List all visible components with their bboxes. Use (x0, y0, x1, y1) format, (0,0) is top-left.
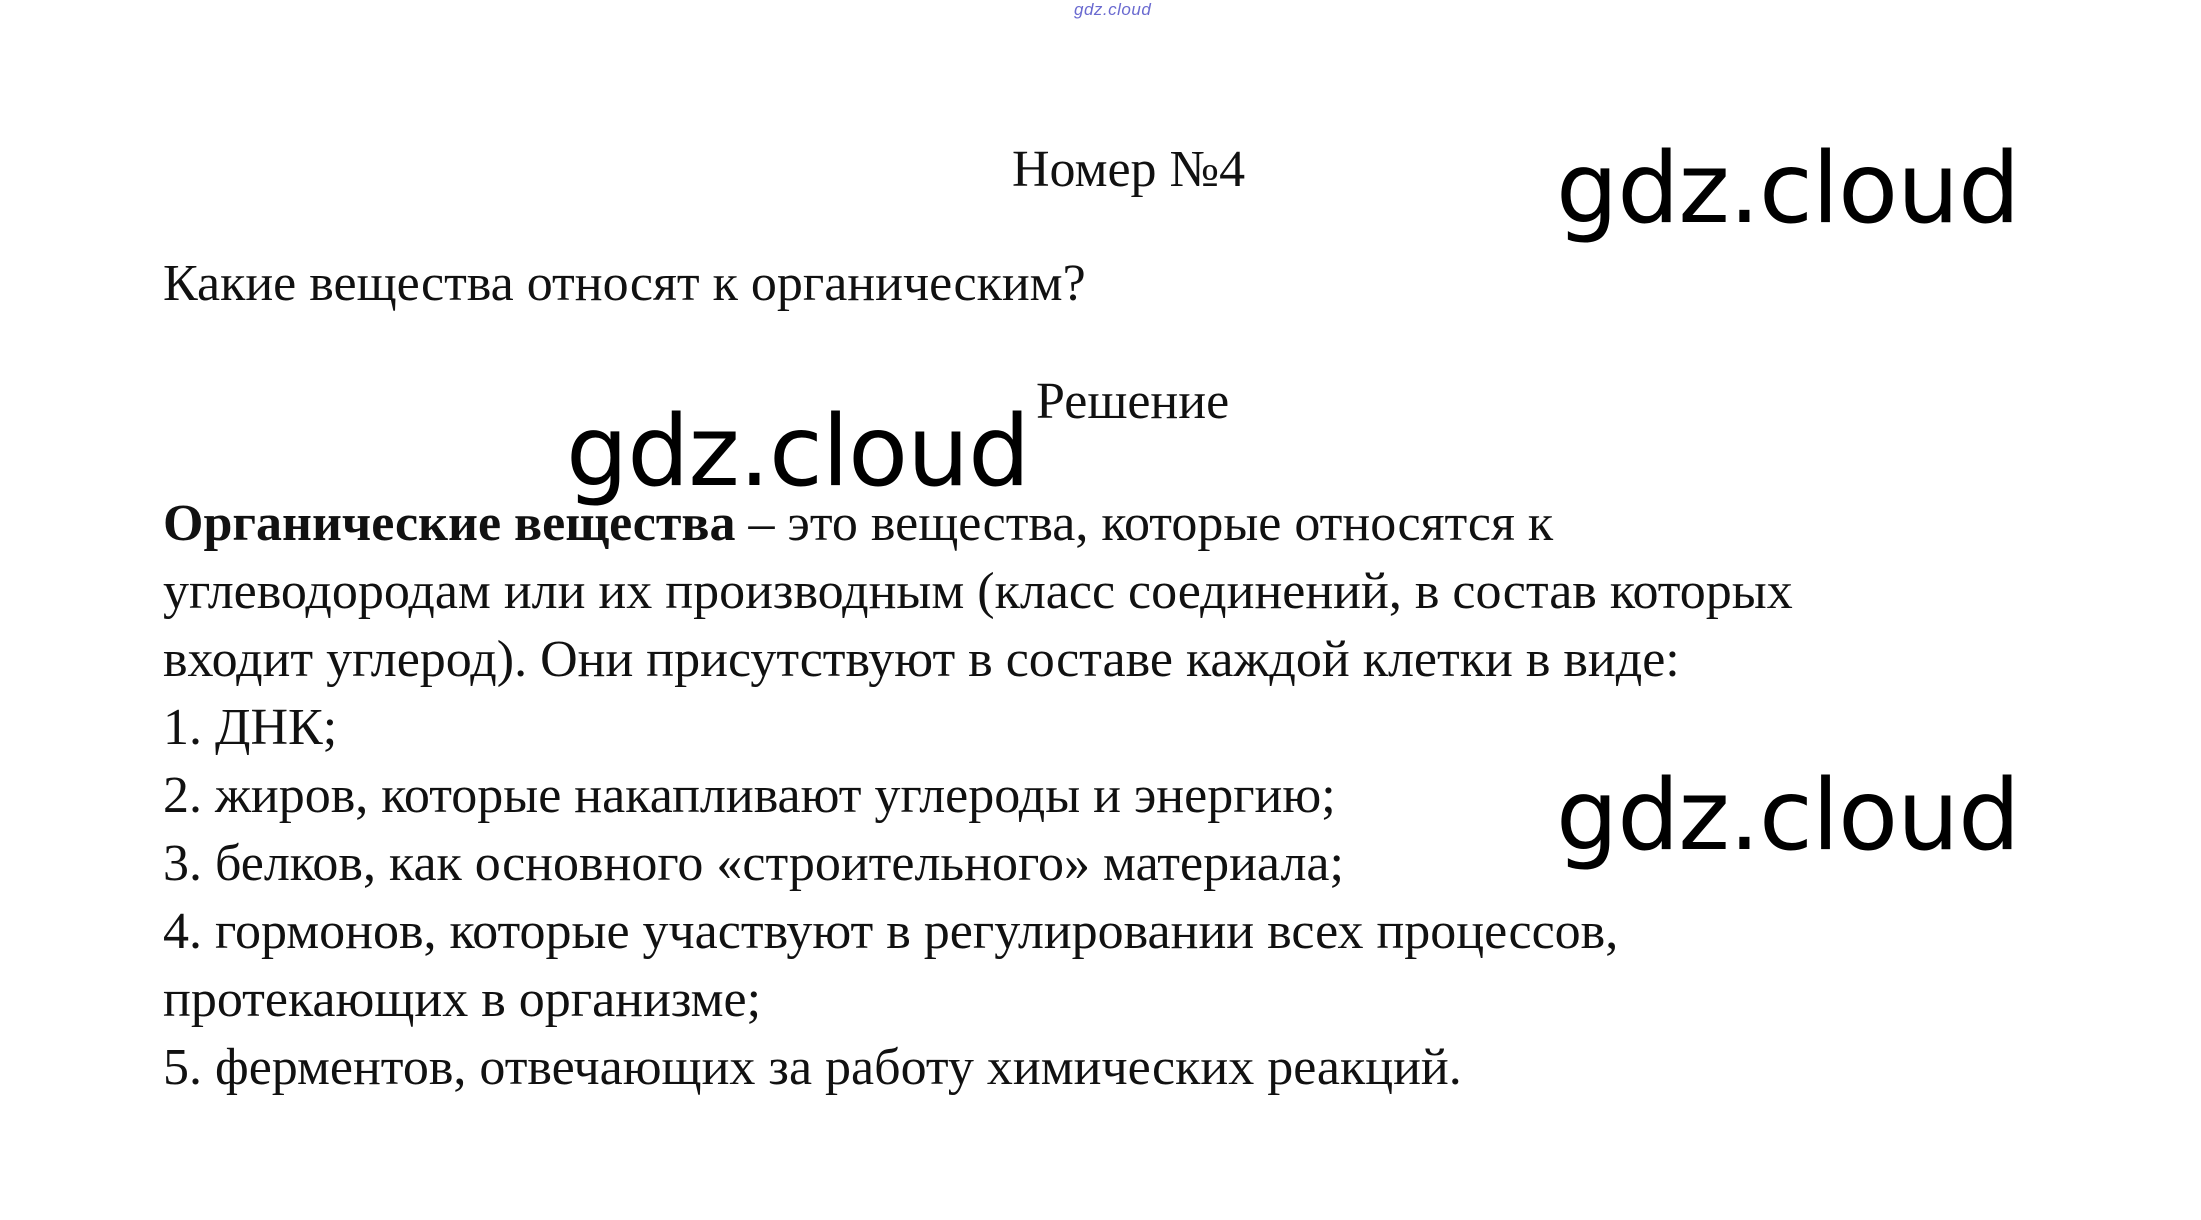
answer-line-3: входит углерод). Они присутствуют в составе каждой клетки в виде: (163, 631, 1680, 688)
watermark-logo: gdz.cloud (1556, 132, 2020, 246)
answer-line-1-rest: – это вещества, которые относятся к (735, 495, 1554, 552)
answer-line-2: углеводородам или их производным (класс соединений, в состав которых (163, 563, 1793, 620)
watermark-logo: gdz.cloud (566, 395, 1030, 509)
list-item: 3. белков, как основного «строительного» материала; (163, 835, 1344, 892)
list-item-continuation: протекающих в организме; (163, 971, 762, 1028)
answer-term: Органические вещества (163, 495, 736, 552)
watermark-logo: gdz.cloud (1556, 759, 2020, 873)
list-item: 1. ДНК; (163, 699, 338, 756)
answer-line-1 (163, 490, 2063, 558)
top-watermark: gdz.cloud (1074, 0, 1152, 19)
list-item: 4. гормонов, которые участвуют в регулировании всех процессов, (163, 903, 1619, 960)
solution-label: Решение (1036, 373, 1230, 430)
list-item: 2. жиров, которые накапливают углероды и энергию; (163, 767, 1336, 824)
page-title: Номер №4 (1012, 141, 1246, 198)
question-text: Какие вещества относят к органическим? (163, 255, 1086, 312)
list-item: 5. ферментов, отвечающих за работу химических реакций. (163, 1039, 1462, 1096)
